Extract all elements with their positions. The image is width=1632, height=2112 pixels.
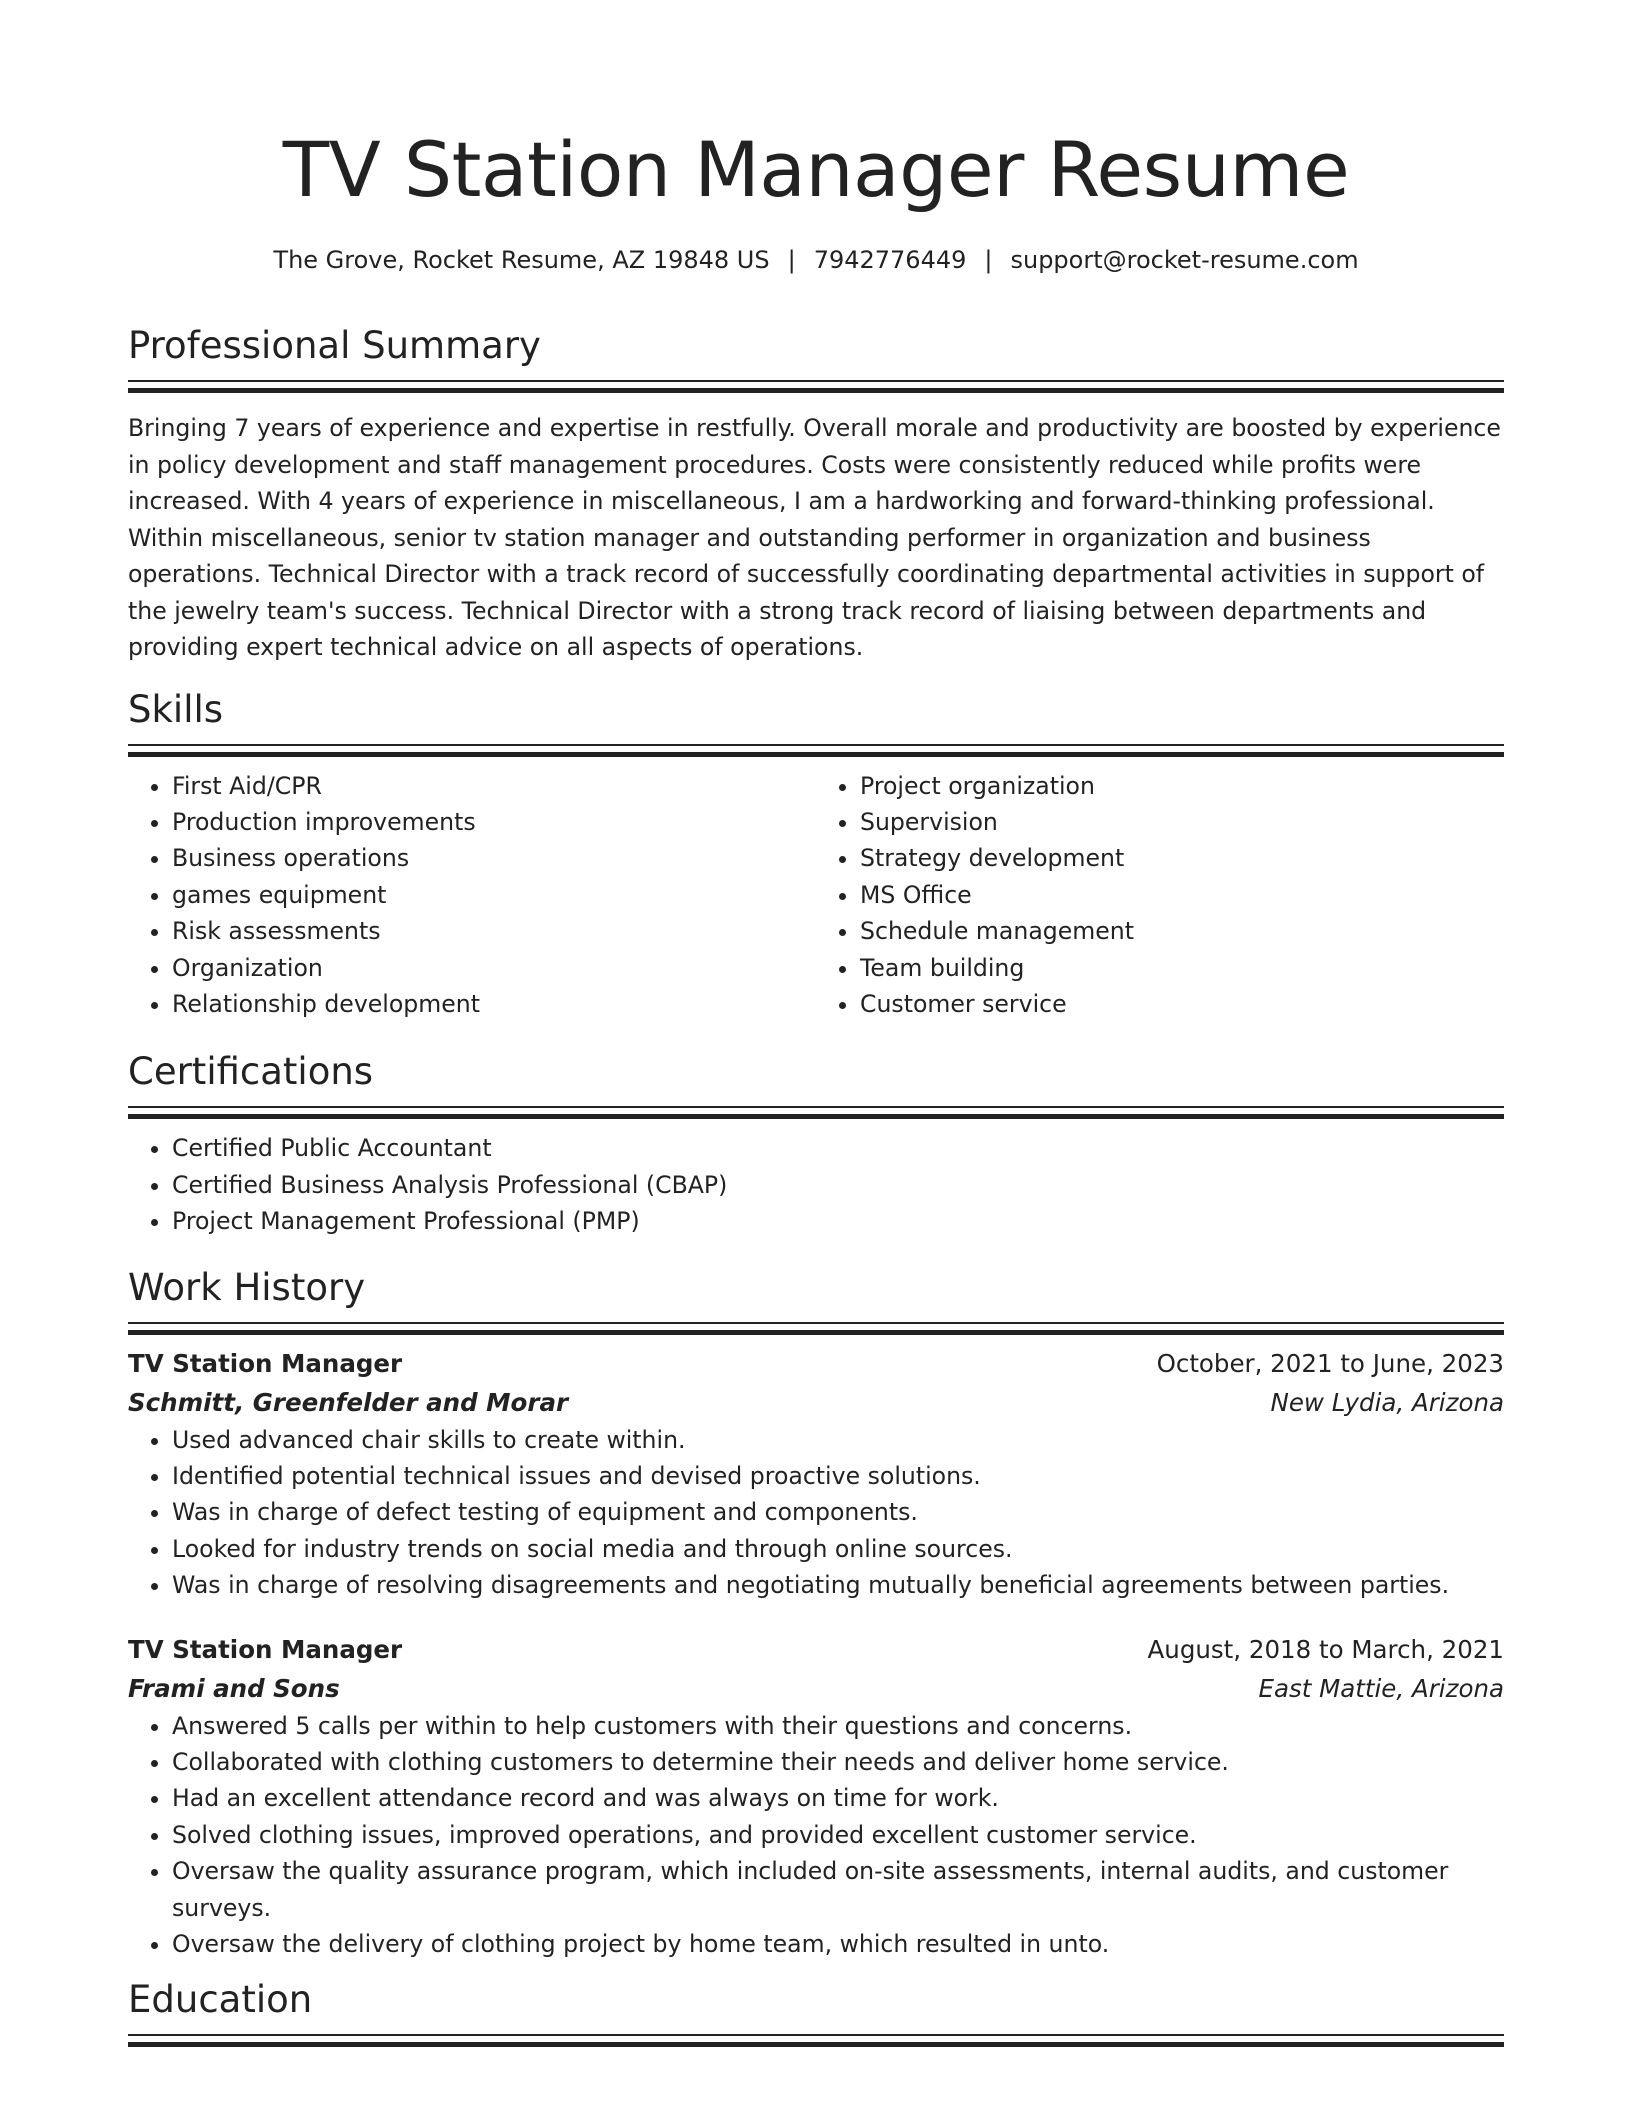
skill-item: • Schedule management (860, 913, 1504, 949)
skill-item: • Production improvements (172, 804, 816, 840)
skills-section (128, 686, 1504, 1023)
contact-line (128, 244, 1504, 276)
job-title: TV Station Manager (128, 1348, 403, 1378)
section-divider (128, 1322, 1504, 1324)
job-duties-list (128, 1422, 1504, 1604)
contact-phone: 7942776449 (813, 246, 967, 274)
certifications-section (128, 1048, 1504, 1239)
skill-item: • Business operations (172, 840, 816, 876)
job-duty: • Was in charge of defect testing of equipment and components. (172, 1494, 1504, 1530)
skill-item: • Risk assessments (172, 913, 816, 949)
job-dates: October, 2021 to June, 2023 (1156, 1348, 1504, 1378)
job-duty: • Collaborated with clothing customers to determine their needs and deliver home service. (172, 1744, 1504, 1780)
job-duty: • Oversaw the quality assurance program, which included on-site assessments, internal audits, and customer surveys. (172, 1853, 1504, 1926)
job-location: New Lydia, Arizona (1270, 1387, 1504, 1417)
section-divider (128, 2034, 1504, 2036)
skill-item: • Team building (860, 950, 1504, 986)
skill-item: • MS Office (860, 877, 1504, 913)
job-duty: • Identified potential technical issues and devised proactive solutions. (172, 1458, 1504, 1494)
contact-email: support@rocket-resume.com (1010, 246, 1359, 274)
summary-section (128, 322, 1504, 666)
contact-separator: | (984, 246, 993, 274)
skill-item: • First Aid/CPR (172, 768, 816, 804)
job-header (128, 1344, 1504, 1384)
skill-item: • Strategy development (860, 840, 1504, 876)
skills-left-list (128, 768, 816, 1023)
job-duty: • Used advanced chair skills to create within. (172, 1422, 1504, 1458)
skill-item: • Relationship development (172, 986, 816, 1022)
job-duties-list (128, 1708, 1504, 1963)
job-entry (128, 1630, 1504, 1963)
resume-title: TV Station Manager Resume (282, 125, 1350, 214)
skill-item: • Supervision (860, 804, 1504, 840)
job-company: Frami and Sons (128, 1673, 340, 1703)
resume-page (128, 0, 1504, 2036)
skills-columns (128, 768, 1504, 1023)
contact-separator: | (787, 246, 796, 274)
certifications-heading: Certifications (128, 1050, 374, 1094)
job-duty: • Had an excellent attendance record and was always on time for work. (172, 1780, 1504, 1816)
summary-heading: Professional Summary (128, 324, 541, 367)
contact-address: The Grove, Rocket Resume, AZ 19848 US (273, 246, 770, 274)
education-section (128, 1976, 1504, 2036)
job-duty: • Solved clothing issues, improved operations, and provided excellent customer service. (172, 1817, 1504, 1853)
job-duty: • Answered 5 calls per within to help customers with their questions and concerns. (172, 1708, 1504, 1744)
job-subheader (128, 1670, 1504, 1708)
section-divider (128, 380, 1504, 382)
skills-right-list (816, 768, 1504, 1023)
section-divider (128, 744, 1504, 746)
skills-heading: Skills (128, 687, 224, 731)
job-duty: • Was in charge of resolving disagreements and negotiating mutually beneficial agreements between parties. (172, 1567, 1504, 1603)
job-company: Schmitt, Greenfelder and Morar (128, 1387, 569, 1417)
skill-item: • Customer service (860, 986, 1504, 1022)
job-subheader (128, 1384, 1504, 1422)
education-heading: Education (128, 1978, 313, 2022)
skill-item: • Organization (172, 950, 816, 986)
job-title: TV Station Manager (128, 1634, 403, 1664)
job-duty: • Oversaw the delivery of clothing project by home team, which resulted in unto. (172, 1926, 1504, 1962)
job-header (128, 1630, 1504, 1670)
job-entry (128, 1344, 1504, 1604)
certifications-list (128, 1130, 1504, 1239)
certification-item: • Certified Business Analysis Professional (CBAP) (172, 1167, 1504, 1203)
summary-text: Bringing 7 years of experience and expertise in restfully. Overall morale and productivity are boosted by experience in policy development and staff management procedures. Costs were consistently reduced while profits were increased. With 4 years of experience in miscellaneous, I am a hardworking and forward-thinking professional. Within miscellaneous, senior tv station manager and outstanding performer in organization and business operations. Technical Director with a track record of successfully coordinating departmental activities in support of the jewelry team's success. Technical Director with a strong track record of liaising between departments and providing expert technical advice on all aspects of operations. (128, 414, 1501, 661)
section-divider (128, 1106, 1504, 1108)
certification-item: • Certified Public Accountant (172, 1130, 1504, 1166)
skill-item: • Project organization (860, 768, 1504, 804)
job-dates: August, 2018 to March, 2021 (1147, 1634, 1504, 1664)
certification-item: • Project Management Professional (PMP) (172, 1203, 1504, 1239)
skill-item: • games equipment (172, 877, 816, 913)
work-heading: Work History (128, 1265, 366, 1309)
job-duty: • Looked for industry trends on social media and through online sources. (172, 1531, 1504, 1567)
work-section (128, 1264, 1504, 1963)
job-location: East Mattie, Arizona (1258, 1673, 1504, 1703)
